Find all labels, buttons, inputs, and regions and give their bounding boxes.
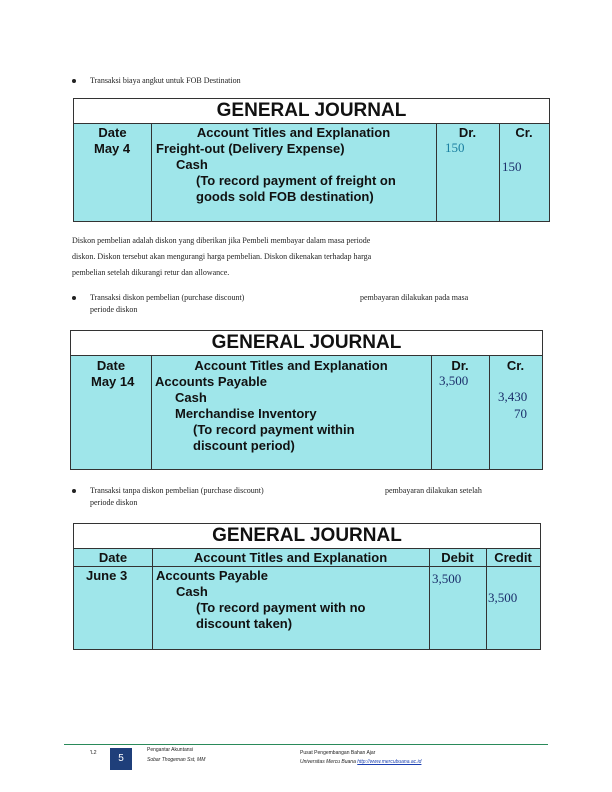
entry-line: Merchandise Inventory — [175, 406, 317, 421]
footer-url[interactable]: http://www.mercubuana.ac.id — [357, 759, 422, 765]
general-journal-fob — [73, 98, 550, 222]
header-date: Date — [96, 358, 126, 373]
entry-date: May 4 — [94, 141, 131, 156]
entry-line: Cash — [176, 584, 208, 599]
bullet-discount-text: Transaksi diskon pembelian (purchase discount) — [90, 293, 245, 302]
entry-line: Accounts Payable — [156, 568, 268, 583]
credit-amount: 150 — [502, 159, 522, 174]
bullet-dot — [72, 489, 76, 493]
header-date: Date — [98, 125, 127, 140]
paragraph-line: diskon. Diskon tersebut akan mengurangi harga pembelian. Diskon dikenakan terhadap harga — [72, 252, 372, 261]
paragraph-line: Diskon pembelian adalah diskon yang diberikan jika Pembeli membayar dalam masa periode — [72, 236, 371, 245]
header-cr: Credit — [494, 550, 532, 565]
header-account: Account Titles and Explanation — [194, 358, 388, 373]
header-dr: Dr. — [458, 125, 477, 140]
entry-line: Freight-out (Delivery Expense) — [156, 141, 345, 156]
header-account: Account Titles and Explanation — [193, 550, 388, 565]
entry-date: June 3 — [86, 568, 128, 583]
header-account: Account Titles and Explanation — [196, 125, 391, 140]
discount-paragraph — [72, 233, 432, 281]
entry-line: Cash — [175, 390, 207, 405]
bullet-discount-text-right: pembayaran dilakukan pada masa — [360, 293, 469, 302]
bullet-discount-wrap: periode diskon — [90, 305, 138, 314]
header-divider — [74, 566, 540, 567]
journal-title: GENERAL JOURNAL — [74, 524, 540, 549]
debit-amount: 3,500 — [439, 373, 469, 388]
bullet-dot — [72, 296, 76, 300]
credit-amount: 3,500 — [488, 590, 518, 605]
entry-date: May 14 — [91, 374, 135, 389]
bullet-no-discount-text: Transaksi tanpa diskon pembelian (purchase discount) — [90, 486, 264, 495]
credit-amount: 70 — [514, 406, 527, 421]
entry-line: (To record payment with no — [196, 600, 366, 615]
debit-amount: 3,500 — [432, 571, 462, 586]
footer-course: Pengantar Akuntansi — [147, 747, 194, 753]
footer-code: 'L2 — [90, 750, 97, 756]
paragraph-line: pembelian setelah dikurangi retur dan allowance. — [72, 268, 230, 277]
footer-university: Universitas Mercu Buana — [300, 759, 356, 765]
general-journal-no-discount — [73, 523, 541, 650]
footer-author: Sobar Thogeman Sst, MM — [147, 757, 206, 763]
journal-title: GENERAL JOURNAL — [74, 99, 549, 124]
bullet-fob-text: Transaksi biaya angkut untuk FOB Destination — [90, 76, 241, 85]
footer-center-title: Pusat Pengembangan Bahan Ajar — [300, 750, 376, 756]
general-journal-discount — [70, 330, 543, 470]
footer-rule — [64, 744, 548, 745]
bullet-no-discount-text-right: pembayaran dilakukan setelah — [385, 486, 482, 495]
bullet-no-discount-wrap: periode diskon — [90, 498, 138, 507]
entry-line: (To record payment within — [193, 422, 355, 437]
header-date: Date — [98, 550, 128, 565]
entry-line: Cash — [176, 157, 208, 172]
entry-line: (To record payment of freight on — [196, 173, 396, 188]
entry-line: goods sold FOB destination) — [196, 189, 374, 204]
entry-line: Accounts Payable — [155, 374, 267, 389]
bullet-dot — [72, 79, 76, 83]
journal-title: GENERAL JOURNAL — [71, 331, 542, 356]
header-dr: Dr. — [451, 358, 469, 373]
footer-center-sub — [300, 759, 421, 766]
header-cr: Cr. — [515, 125, 533, 140]
entry-line: discount taken) — [196, 616, 293, 631]
header-dr: Debit — [441, 550, 474, 565]
header-cr: Cr. — [506, 358, 525, 373]
credit-amount: 3,430 — [498, 389, 528, 404]
entry-line: discount period) — [193, 438, 295, 453]
page-number: 5 — [110, 748, 132, 770]
debit-amount: 150 — [445, 140, 465, 155]
